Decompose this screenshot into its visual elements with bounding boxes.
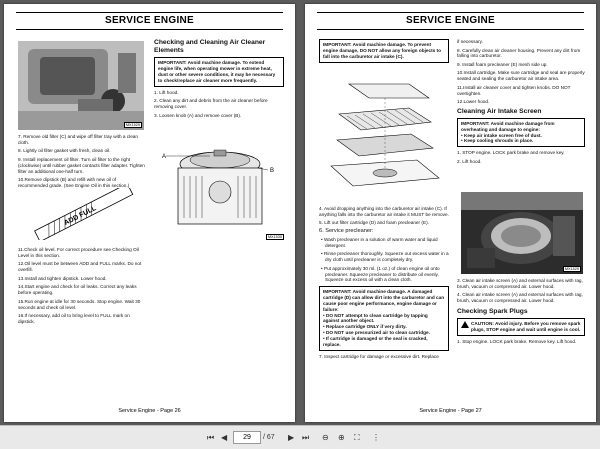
precleaner-heading: 6. Service precleaner: xyxy=(319,227,374,234)
important-box: IMPORTANT: Avoid machine damage. To extend engine life, when operating mower in extreme heat, dust or other severe conditions, it may be necessary to check/replace air cleaner more frequently. xyxy=(154,57,284,87)
right-page xyxy=(305,4,596,422)
step-item: 4. Avoid dropping anything into the carburetor air intake (C). If anything falls into the carburetor air intake it MUST be remove. xyxy=(319,206,449,217)
important-head: IMPORTANT: Avoid machine damage. A damaged cartridge (D) can allow dirt into the carburetor and can cause poor engine performance, engine damage or failure: xyxy=(323,288,445,312)
important-box xyxy=(457,118,585,148)
caution-box xyxy=(457,318,585,336)
important-bullet: • Keep cooling shrouds in place. xyxy=(461,138,534,144)
important-box: IMPORTANT: Avoid machine damage. To prevent engine damage, DO NOT allow any foreign objects to fall into the carburetor air intake (C). xyxy=(319,39,449,63)
engine-intake-photo xyxy=(461,192,583,274)
fullscreen-icon[interactable]: ⛶ xyxy=(354,433,360,442)
dipstick-figure xyxy=(18,188,144,240)
engine-photo-oil-filter xyxy=(18,41,144,130)
step-item: 3. Clean air intake screen (A) and external surfaces with rag, brush, vacuum or compressed air. Lower hood. xyxy=(457,278,583,289)
page-header: SERVICE ENGINE xyxy=(317,12,584,30)
engine-cover-illustration xyxy=(154,142,286,242)
photo-tag: MX1530 xyxy=(267,234,282,239)
step-item: 9. Install replacement oil filter. Turn oil filter to the right (clockwise) until rubber gasket contacts filter adapter. Tighten filter an additional one-half turn. xyxy=(18,156,145,174)
important-bullet: • Keep air intake screen free of dust. xyxy=(461,132,542,138)
zoom-in-icon[interactable]: ⊕ xyxy=(338,433,345,442)
last-page-icon[interactable]: ⏭ xyxy=(302,433,310,442)
important-bullet: • DO NOT attempt to clean cartridge by tapping against another object. xyxy=(323,312,428,324)
bullet-item: • Put approximately 30 ml. (1 oz.) of clean engine oil onto precleaner. Squeeze precleaner to distribute oil evenly. Squeeze out excess oil with a clean cloth. xyxy=(321,265,440,283)
step-item: 12.Oil level must be between ADD and FULL marks. Do not overfill. xyxy=(18,261,142,273)
page-number-input[interactable]: 29 xyxy=(233,431,261,444)
step-item: 1. STOP engine. LOCK park brake and remove key. xyxy=(457,150,565,156)
callout-a: A xyxy=(162,154,167,160)
right-col-right-bottom xyxy=(457,278,585,348)
section-title: Checking Spark Plugs xyxy=(457,308,528,316)
step-item: 2. Clean any dirt and debris from the air cleaner before removing cover. xyxy=(154,98,268,110)
step-item: 12.Lower hood. xyxy=(457,99,490,105)
engine-oil-filter-illustration xyxy=(18,41,144,130)
page-footer: Service Engine - Page 27 xyxy=(419,408,482,414)
step-item: 7. Inspect cartridge for damage or excessive dirt. Replace xyxy=(319,354,439,359)
important-bullet: • If cartridge is damaged or the seal is cracked, replace. xyxy=(323,336,428,348)
right-col-right xyxy=(457,39,585,167)
callout-b: B xyxy=(270,168,275,174)
step-item: 1. Stop engine. LOCK park brake. Remove key. Lift hood. xyxy=(457,339,577,345)
right-col-left-top xyxy=(319,39,449,66)
step-item: if necessary. xyxy=(457,39,483,44)
step-item: 16.If necessary, add oil to bring level to FULL mark on dipstick. xyxy=(18,313,130,325)
warning-icon xyxy=(461,321,469,328)
step-item: 3. Loosen knob (A) and remove cover (B). xyxy=(154,112,242,118)
total-pages: / 67 xyxy=(263,434,275,441)
step-item: 14.Start engine and check for oil leaks. Correct any leaks before operating. xyxy=(18,284,137,296)
step-item: 9. Install foam precleaner (E) mesh side up. xyxy=(457,61,548,67)
air-cleaner-exploded-figure xyxy=(319,74,449,202)
important-bullet: • Replace cartridge ONLY if very dirty. xyxy=(323,324,407,330)
page-footer: Service Engine - Page 26 xyxy=(118,408,181,414)
air-cleaner-illustration xyxy=(319,74,449,202)
important-bullet: • DO NOT use pressurized air to clean cartridge. xyxy=(323,330,430,336)
page-header: SERVICE ENGINE xyxy=(16,12,283,30)
step-item: 11.Check oil level. For correct procedure see Checking Oil Level in this section. xyxy=(18,247,139,258)
engine-cover-figure xyxy=(154,142,286,242)
important-box xyxy=(319,286,449,351)
viewer-toolbar xyxy=(0,425,600,449)
next-page-icon[interactable]: ▶ xyxy=(288,433,295,442)
step-item: 11.Install air cleaner cover and tighten knobs. DO NOT overtighten. xyxy=(457,84,571,96)
step-item: 8. Carefully clean air cleaner housing. Prevent any dirt from falling into carburetor. xyxy=(457,47,581,59)
menu-icon[interactable]: ⋮ xyxy=(372,433,380,442)
bullet-item: • Wash precleaner in a solution of warm water and liquid detergent. xyxy=(321,236,438,248)
step-item: 2. Lift hood. xyxy=(457,158,482,164)
photo-tag: MX1529 xyxy=(564,266,579,271)
step-item: 5. Lift out filter cartridge (D) and foam precleaner (E). xyxy=(319,220,429,226)
right-col-left-bottom xyxy=(319,206,449,363)
step-item: 4. Clean air intake screen (A) and external surfaces with rag, brush, vacuum or compressed air. Lower hood. xyxy=(457,292,583,304)
section-title: Checking and Cleaning Air Cleaner Elements xyxy=(154,39,266,54)
dipstick-illustration xyxy=(18,188,144,240)
left-col-steps-a xyxy=(18,134,146,192)
step-item: 8. Lightly oil filter gasket with fresh, clean oil. xyxy=(18,148,111,154)
first-page-icon[interactable]: ⏮ xyxy=(207,433,215,442)
step-item: 7. Remove old filter (C) and wipe off filter tray with a clean cloth. xyxy=(18,134,139,145)
step-item: 10.Remove dipstick (B) and refill with new oil of recommended grade. (See Engine Oil in this section.) xyxy=(18,177,130,189)
engine-intake-illustration xyxy=(461,192,583,274)
dipstick-label: ADD FULL xyxy=(63,204,98,228)
prev-page-icon[interactable]: ◀ xyxy=(221,433,228,442)
bullet-item: • Rinse precleaner thoroughly. Squeeze out excess water in a dry cloth until precleaner is completely dry. xyxy=(321,251,449,263)
left-col-right xyxy=(154,39,284,121)
section-title: Cleaning Air Intake Screen xyxy=(457,107,542,115)
left-col-steps-b xyxy=(18,247,146,328)
left-page xyxy=(4,4,295,422)
step-item: 1. Lift hood. xyxy=(154,89,179,95)
caution-text: CAUTION: Avoid injury. Before you remove spark plugs, STOP engine and wait until engine is cool. xyxy=(471,321,581,333)
step-item: 10.Install cartridge. Make sure cartridge and seal are properly seated and sealing the carburetor air intake area. xyxy=(457,70,585,82)
zoom-out-icon[interactable]: ⊖ xyxy=(322,433,329,442)
important-head: IMPORTANT: Avoid machine damage from overheating and damage to engine: xyxy=(461,120,555,132)
step-item: 15.Run engine at idle for 30 seconds. Stop engine. Wait 30 seconds and check oil level. xyxy=(18,298,141,310)
step-item: 13.Install and tighten dipstick. Lower hood. xyxy=(18,275,107,281)
photo-tag: MX1529 xyxy=(125,122,140,127)
